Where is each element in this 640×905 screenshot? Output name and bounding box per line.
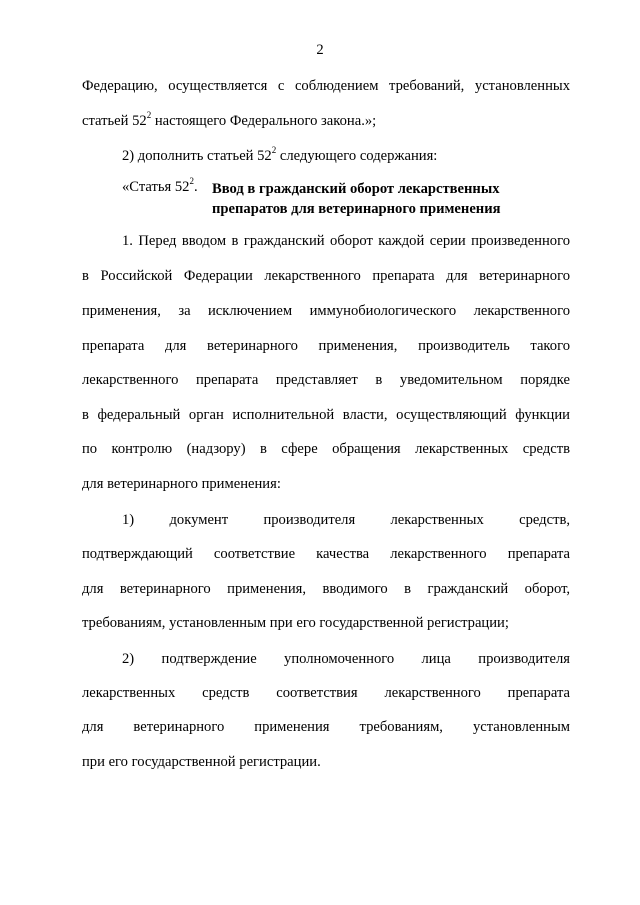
text-line: для ветеринарного применения требованиям, установленным: [82, 719, 570, 735]
text-line: 2) дополнить статьей $52^2$ следующего содержания:: [122, 145, 438, 164]
text-line: 1. Перед вводом в гражданский оборот каждой серии произведенного: [122, 233, 570, 249]
text-line: препарата для ветеринарного применения, производитель такого: [82, 338, 570, 354]
text-line: для ветеринарного применения:: [82, 476, 281, 492]
article-label: «Статья $52^2$.: [122, 176, 198, 195]
text-line: для ветеринарного применения, вводимого в гражданский оборот,: [82, 581, 570, 597]
text-line: лекарственного препарата представляет в уведомительном порядке: [82, 372, 570, 388]
text-line: требованиям, установленным при его государственной регистрации;: [82, 615, 509, 631]
article-title: Ввод в гражданский оборот лекарственных препаратов для ветеринарного применения: [212, 181, 501, 217]
text-line: 1) документ производителя лекарственных средств,: [122, 512, 570, 528]
text-line: подтверждающий соответствие качества лекарственного препарата: [82, 546, 570, 562]
text-line: Федерацию, осуществляется с соблюдением требований, установленных: [82, 78, 570, 94]
text-line: статьей $52^2$ настоящего Федерального закона.»;: [82, 110, 377, 129]
text-line: в Российской Федерации лекарственного препарата для ветеринарного: [82, 268, 570, 284]
text-line: применения, за исключением иммунобиологического лекарственного: [82, 303, 570, 319]
text-line: при его государственной регистрации.: [82, 754, 321, 770]
text-line: по контролю (надзору) в сфере обращения лекарственных средств: [82, 441, 570, 457]
text-line: 2) подтверждение уполномоченного лица производителя: [122, 651, 570, 667]
page-number: 2: [316, 42, 324, 58]
text-line: в федеральный орган исполнительной власти, осуществляющий функции: [82, 407, 570, 423]
text-line: лекарственных средств соответствия лекарственного препарата: [82, 685, 570, 701]
